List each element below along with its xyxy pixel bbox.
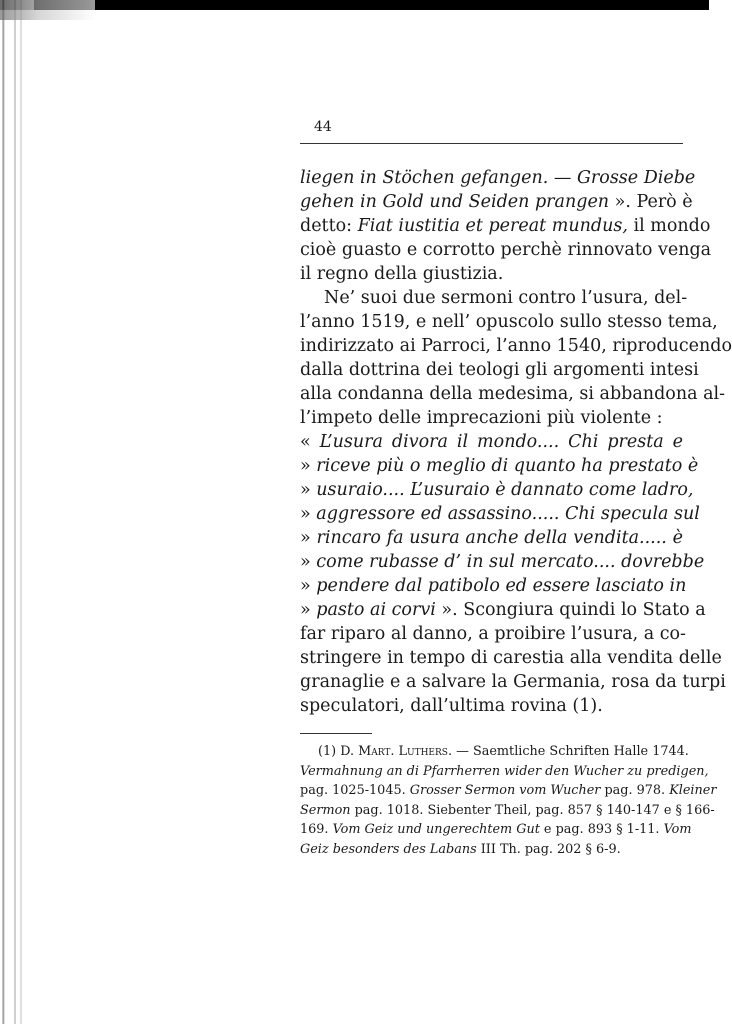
text-line (300, 528, 683, 548)
italic-text: come rubasse d’ in sul mercato.... dovrebbe (316, 552, 705, 572)
italic-text: Fiat iustitia et pereat mundus, (357, 216, 628, 236)
text-line (300, 264, 683, 284)
text-segment: 169. (300, 822, 333, 837)
italic-text: pendere dal patibolo ed essere lasciato in (316, 576, 687, 596)
header-rule (300, 143, 683, 144)
text-segment: il mondo (627, 216, 711, 236)
text-segment: detto: (300, 216, 358, 236)
text-line (300, 600, 706, 620)
text-line (300, 192, 693, 212)
text-segment: « (300, 432, 320, 452)
italic-text: Sermon (300, 802, 351, 818)
text-segment: » (300, 504, 317, 524)
text-segment: Mart. Luthers. (358, 744, 453, 759)
text-line (300, 672, 726, 692)
page-number: 44 (314, 119, 332, 135)
text-segment: ». Scongiura quindi lo Stato a (435, 600, 706, 620)
text-segment: l’anno 1519, e nell’ opuscolo sullo stesso tema, (300, 312, 718, 332)
footnote-line (300, 763, 709, 779)
text-line (300, 432, 683, 452)
italic-text: gehen in Gold und Seiden prangen (300, 192, 610, 212)
text-line (300, 168, 696, 188)
text-segment: far riparo al danno, a proibire l’usura, a co- (300, 624, 686, 644)
text-line (300, 336, 732, 356)
scan-top-border (0, 0, 709, 10)
text-segment: ». Però è (609, 192, 693, 212)
italic-text: liegen in Stöchen gefangen. — Grosse Diebe (300, 168, 696, 188)
text-segment: pag. 1025-1045. (300, 783, 410, 798)
footnote-line (300, 842, 683, 857)
text-line (300, 504, 700, 524)
text-segment: cioè guasto e corrotto perchè rinnovato venga (300, 240, 712, 260)
italic-text: rincaro fa usura anche della vendita..... è (316, 528, 683, 548)
text-segment: speculatori, dall’ultima rovina (1). (300, 696, 603, 716)
text-line (300, 288, 688, 308)
text-segment: granaglie e a salvare la Germania, rosa da turpi (300, 672, 726, 692)
text-line (300, 552, 705, 572)
scan-corner-artifact (0, 0, 95, 20)
italic-text: Vom Geiz und ungerechtem Gut (332, 822, 540, 837)
text-segment: » (300, 576, 317, 596)
italic-text: usuraio.... L’usuraio è dannato come ladro, (316, 480, 694, 500)
text-segment: » (300, 456, 317, 476)
text-segment: l’impeto delle imprecazioni più violente : (300, 408, 663, 428)
text-segment: » (300, 528, 317, 548)
text-line (300, 384, 726, 404)
text-line (300, 624, 686, 644)
text-segment: pag. 1018. Siebenter Theil, pag. 857 § 140-147 e § 166- (350, 802, 715, 818)
italic-text: riceve più o meglio di quanto ha prestato è (316, 456, 699, 476)
text-segment: — Saemtliche Schriften Halle 1744. (452, 744, 689, 759)
footnote-line (300, 783, 717, 798)
italic-text: Grosser Sermon vom Wucher (409, 783, 601, 798)
text-line (300, 360, 699, 380)
italic-text: L’usura divora il mondo.... Chi presta e (319, 432, 683, 452)
text-segment: stringere in tempo di carestia alla vendita delle (300, 648, 722, 668)
text-segment: alla condanna della medesima, si abbandona al- (300, 384, 726, 404)
footnote-rule (300, 733, 372, 734)
footnote-line (300, 822, 692, 837)
italic-text: Geiz besonders des Labans (300, 841, 477, 857)
text-line (300, 240, 712, 260)
text-segment: e pag. 893 § 1-11. (539, 822, 664, 837)
italic-text: Vom (663, 822, 692, 837)
scan-left-edge (0, 0, 34, 1024)
text-line (300, 216, 711, 236)
text-segment: Ne’ suoi due sermoni contro l’usura, del- (324, 288, 688, 308)
text-segment: il regno della giustizia. (300, 264, 504, 284)
text-segment: dalla dottrina dei teologi gli argomenti intesi (300, 360, 699, 380)
text-line (300, 456, 699, 476)
italic-text: pasto ai corvi (316, 600, 436, 620)
italic-text: Vermahnung an di Pfarrherren wider den Wucher zu predigen, (300, 763, 709, 779)
italic-text: aggressore ed assassino..... Chi specula sul (316, 504, 700, 524)
text-segment: III Th. pag. 202 § 6-9. (476, 841, 621, 857)
text-segment: » (300, 600, 317, 620)
text-line (300, 696, 683, 716)
text-segment: indirizzato ai Parroci, l’anno 1540, riproducendo (300, 336, 732, 356)
italic-text: Kleiner (669, 783, 717, 798)
footnote-line (300, 802, 715, 818)
footnote-line (300, 744, 689, 759)
text-line (300, 480, 694, 500)
text-line (300, 408, 683, 428)
text-segment: » (300, 552, 317, 572)
text-line (300, 576, 687, 596)
text-segment: » (300, 480, 317, 500)
text-segment: (1) D. (318, 744, 359, 759)
text-segment: pag. 978. (600, 783, 670, 798)
text-line (300, 648, 722, 668)
text-line (300, 312, 718, 332)
